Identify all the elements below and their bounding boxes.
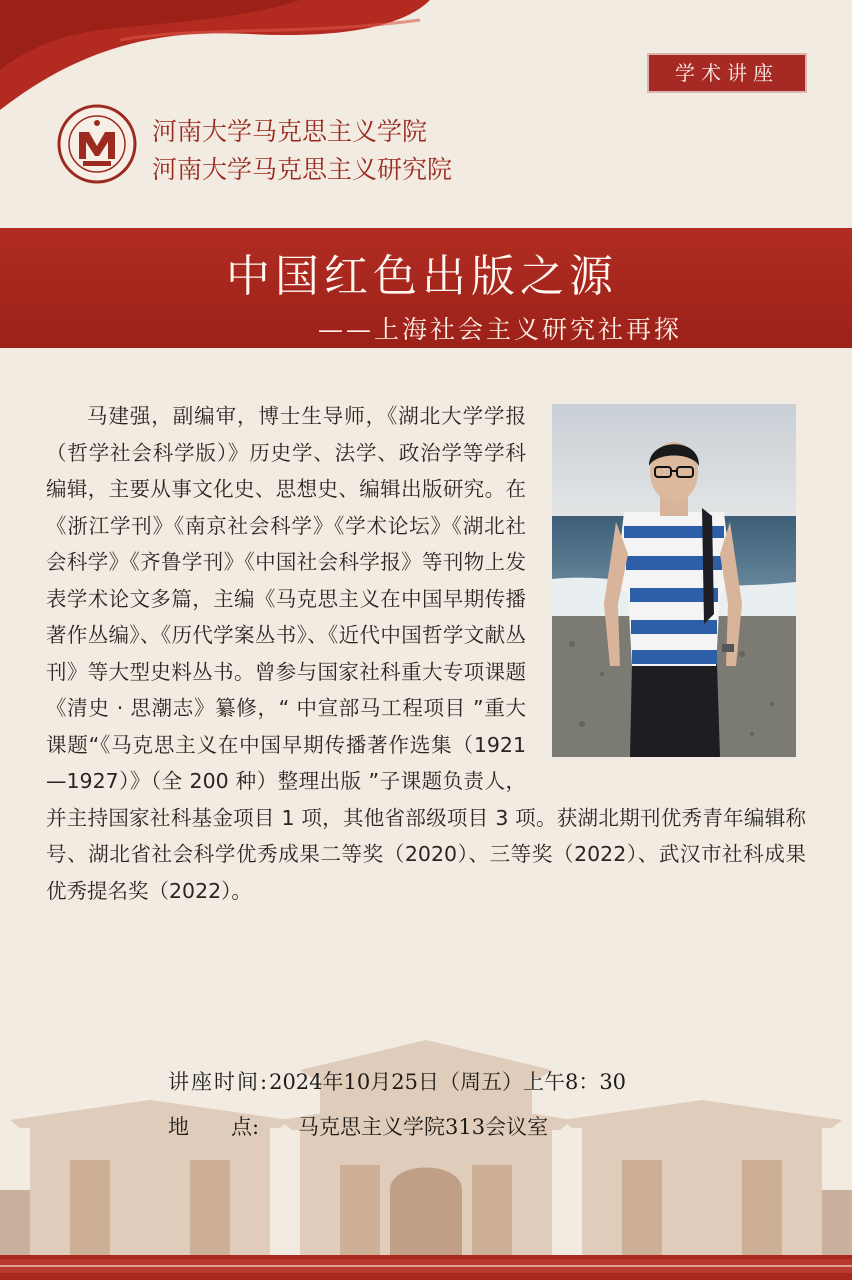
speaker-photo: [552, 404, 796, 757]
academic-lecture-tag: 学术讲座: [647, 53, 807, 93]
lecture-time: [168, 1066, 626, 1096]
lecture-place-value: 马克思主义学院313会议室: [298, 1115, 549, 1139]
lecture-place: [168, 1111, 548, 1141]
lecture-title: 中国红色出版之源: [226, 251, 618, 302]
red-ribbon-decoration: [0, 0, 430, 120]
org-name-school: 河南大学马克思主义学院: [152, 117, 428, 146]
org-name-institute: 河南大学马克思主义研究院: [152, 155, 453, 184]
lecture-subtitle: ——上海社会主义研究社再探: [318, 315, 683, 344]
lecture-time-value: 2024年10月25日（周五）上午8：30: [269, 1070, 627, 1094]
lecture-place-label: 地 点:: [168, 1115, 260, 1139]
lecture-time-label: 讲座时间:: [168, 1070, 270, 1094]
university-seal-logo: [57, 104, 137, 184]
speaker-bio: 马建强，副编审，博士生导师，《湖北大学学报（哲学社会科学版）》历史学、法学、政治学等学科编辑，主要从事文化史、思想史、编辑出版研究。在《浙江学刊》《南京社会科学》《学术论坛》《湖北社会科学》《齐鲁学刊》《中国社会科学报》等刊物上发表学术论文多篇，主编《马克思主义在中国早期传播著作丛编》、《历代学案丛书》、《近代中国哲学文献丛刊》等大型史料丛书。曾参与国家社科重大专项课题《清史 · 思潮志》纂修，“ 中宣部马工程项目 ”重大课题“《马克思主义在中国早期传播著作选集（1921—1927）》（全 200 种）整理出版 ”子课题负责人，并主持国家社科基金项目 1 项，其他省部级项目 3 项。获湖北期刊优秀青年编辑称号、湖北省社会科学优秀成果二等奖（2020）、三等奖（2022）、武汉市社科成果优秀提名奖（2022）。: [46, 404, 806, 903]
bottom-pattern-border: [0, 1255, 852, 1280]
